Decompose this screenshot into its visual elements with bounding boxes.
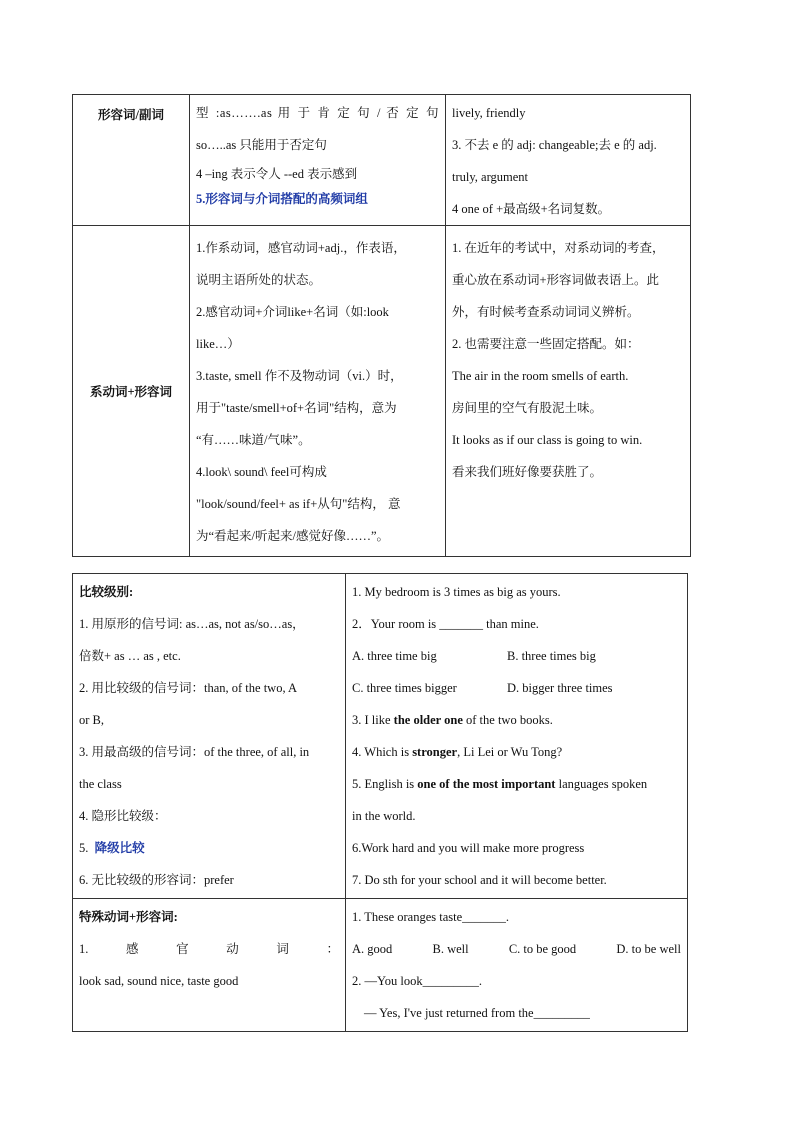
table-row [73,574,688,899]
list-item: 2. 用比较级的信号词：than, of the two, A [79,681,298,695]
list-item: 6.Work hard and you will make more progress [352,841,585,855]
list-item: 4 one of +最高级+名词复数。 [452,202,611,216]
list-item: 4. 隐形比较级： [79,809,167,823]
list-item: 1. 用原形的信号词: as…as, not as/so…as， [79,617,305,631]
list-item: 用于"taste/smell+of+名词"结构，意为 [196,401,397,415]
list-item: A. good B. well C. to be good D. to be well [352,942,681,956]
list-item: — Yes, I've just returned from the_________ [364,1006,590,1020]
list-item: 1. These oranges taste_______. [352,910,510,924]
list-item: 房间里的空气有股泥土味。 [452,401,603,415]
list-item: 2.感官动词+介词like+名词（如:look [196,305,389,319]
list-item: lively, friendly [452,106,526,120]
list-item: It looks as if our class is going to win. [452,433,643,447]
grammar-table-2 [72,573,688,1032]
list-item: so…..as 只能用于否定句 [196,138,327,152]
example-cell [346,574,688,899]
list-item: 1. 感 官 动 词 ： [79,942,339,956]
example-cell [346,899,688,1032]
list-item: C. three times bigger D. bigger three times [352,681,613,695]
list-item: the class [79,777,122,791]
list-item: 重心放在系动词+形容词做表语上。此 [452,273,660,287]
example-cell [446,95,691,226]
list-item: 4 –ing 表示令人 --ed 表示感到 [196,167,358,181]
list-item: 6. 无比较级的形容词：prefer [79,873,234,887]
list-item: truly, argument [452,170,529,184]
list-item: 为“看起来/听起来/感觉好像……”。 [196,529,390,543]
list-item: 5. 降级比较 [79,841,145,855]
table-row [73,95,691,226]
list-item: 5.形容词与介词搭配的高频词组 [196,192,368,206]
list-item: "look/sound/feel+ as if+从句"结构， 意 [196,497,401,511]
list-item: 3. I like the older one of the two books. [352,713,553,727]
example-cell [446,226,691,557]
list-item: 3.taste, smell 作不及物动词（vi.）时， [196,369,403,383]
section-title: 特殊动词+形容词: [79,910,178,924]
rule-cell [73,899,346,1032]
list-item: in the world. [352,809,416,823]
list-item: 5. English is one of the most important languages spoken [352,777,648,791]
list-item: 4.look\ sound\ feel可构成 [196,465,327,479]
list-item: 2. —You look_________. [352,974,482,988]
list-item: 外，有时候考查系动词词义辨析。 [452,305,640,319]
list-item: look sad, sound nice, taste good [79,974,239,988]
rule-cell [190,95,446,226]
table-row [73,226,691,557]
list-item: 7. Do sth for your school and it will become better. [352,873,607,887]
list-item: or B, [79,713,104,727]
list-item: 1.作系动词，感官动词+adj.，作表语， [196,241,406,255]
list-item: 倍数+ as … as , etc. [79,649,181,663]
list-item: 1. My bedroom is 3 times as big as yours. [352,585,561,599]
row-header: 形容词/副词 [73,95,190,226]
list-item: 说明主语所处的状态。 [196,273,322,287]
list-item: 3. 用最高级的信号词：of the three, of all, in [79,745,310,759]
list-item: like…） [196,337,240,351]
list-item: 1. 在近年的考试中，对系动词的考查， [452,241,665,255]
list-item: A. three time big B. three times big [352,649,596,663]
list-item: 型 :as…….as 用 于 肯 定 句 / 否 定 句 [196,106,439,120]
list-item: 看来我们班好像要获胜了。 [452,465,603,479]
list-item: 3. 不去 e 的 adj: changeable;去 e 的 adj. [452,138,657,152]
section-title: 比较级别: [79,585,134,599]
grammar-table-1 [72,94,691,557]
list-item: 4. Which is stronger, Li Lei or Wu Tong? [352,745,563,759]
list-item: The air in the room smells of earth. [452,369,629,383]
rule-cell [73,574,346,899]
rule-cell [190,226,446,557]
list-item: 2．Your room is _______ than mine. [352,617,539,631]
row-header: 系动词+形容词 [73,226,190,557]
list-item: “有……味道/气味”。 [196,433,311,447]
table-row [73,899,688,1032]
list-item: 2. 也需要注意一些固定搭配。如： [452,337,640,351]
